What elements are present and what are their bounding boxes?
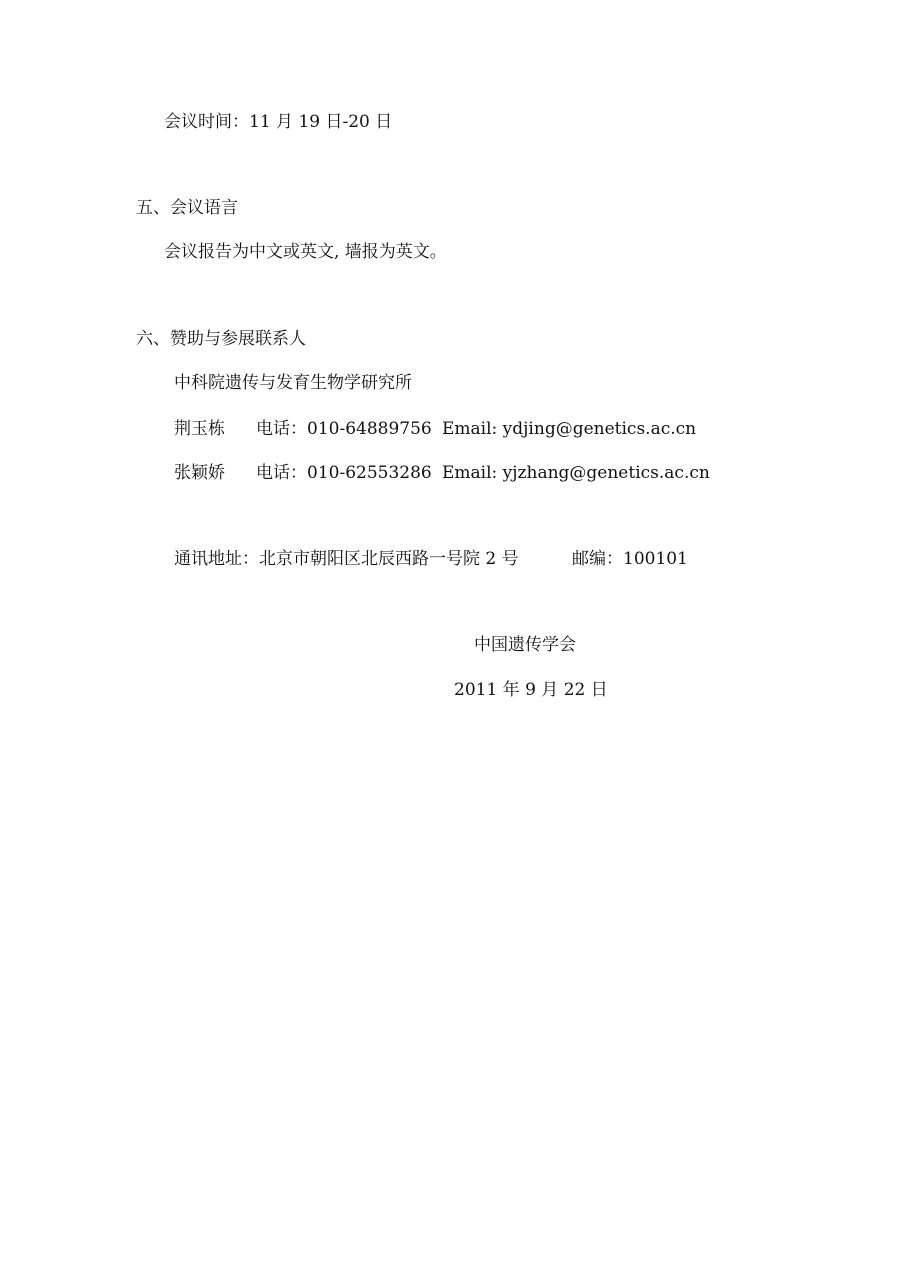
contact-name: 荆玉栋 [174, 419, 225, 439]
contact-phone: 电话：010-64889756 [256, 419, 432, 439]
signature-organization: 中国遗传学会 [474, 635, 576, 655]
contact-name: 张颖娇 [174, 463, 225, 483]
section-5-heading: 五、会议语言 [136, 198, 238, 218]
postcode: 邮编：100101 [572, 549, 688, 569]
section-6-heading: 六、赞助与参展联系人 [136, 329, 306, 349]
contact-phone: 电话：010-62553286 [256, 463, 432, 483]
section-5-body: 会议报告为中文或英文, 墙报为英文。 [164, 242, 447, 262]
mailing-address: 通讯地址：北京市朝阳区北辰西路一号院 2 号 [174, 549, 519, 569]
contact-row [174, 419, 697, 441]
signature-date: 2011 年 9 月 22 日 [454, 680, 608, 700]
meeting-time: 会议时间：11 月 19 日-20 日 [164, 112, 393, 132]
contact-email: Email: yjzhang@genetics.ac.cn [442, 463, 710, 483]
contact-row [174, 463, 710, 485]
institution-name: 中科院遗传与发育生物学研究所 [174, 373, 412, 393]
contact-email: Email: ydjing@genetics.ac.cn [442, 419, 697, 439]
